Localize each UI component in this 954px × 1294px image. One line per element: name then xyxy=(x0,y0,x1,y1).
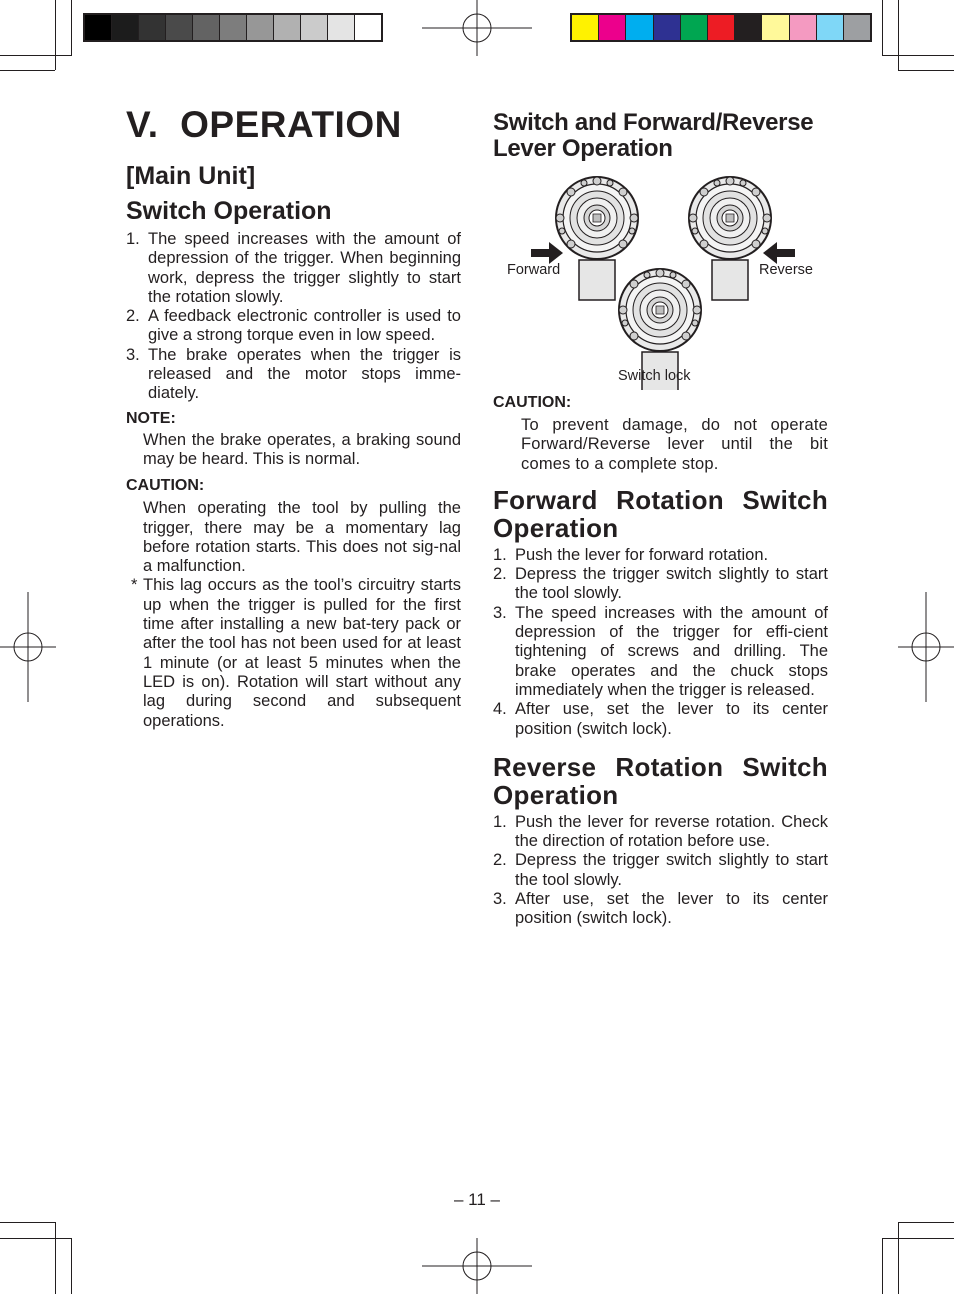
forward-arrow-icon xyxy=(531,242,563,264)
heading-line: Forward Rotation Switch xyxy=(493,484,828,515)
color-swatch xyxy=(599,15,626,40)
list-text: The speed increases with the amount of depression of the trigger for effi-cient tightening of screws and drilling. The brake operates and the chuck stops immediately when the trigger is released. xyxy=(515,603,828,699)
color-swatch xyxy=(355,15,381,40)
heading-line: Operation xyxy=(493,779,619,810)
crop-mark xyxy=(0,70,55,71)
lever-operation-heading xyxy=(493,110,828,162)
list-number: 1. xyxy=(493,545,507,564)
lever-figure xyxy=(493,170,828,390)
main-unit-subtitle: [Main Unit] xyxy=(126,162,256,190)
list-item xyxy=(493,813,828,852)
caution-label: CAUTION: xyxy=(126,477,205,495)
crop-mark xyxy=(0,1238,72,1239)
crop-mark xyxy=(898,0,899,70)
color-swatch xyxy=(762,15,789,40)
left-column xyxy=(126,104,461,731)
registration-target-left xyxy=(0,592,56,702)
list-text: Depress the trigger switch slightly to start the tool slowly. xyxy=(515,851,828,889)
switch-lock-label: Switch lock xyxy=(618,368,691,384)
list-number: 2. xyxy=(493,565,507,584)
list-text: Push the lever for reverse rotation. Check the direction of rotation before use. xyxy=(515,812,828,851)
gray-swatch-bar xyxy=(83,13,383,42)
crop-mark xyxy=(882,0,883,55)
heading-line: Operation xyxy=(493,512,619,543)
color-swatch xyxy=(328,15,355,40)
caution-text: When operating the tool by pulling the trigger, there may be a momentary lag before rotation starts. This does not sig-nal a malfunction. xyxy=(143,499,461,576)
list-text: A feedback electronic controller is used to give a strong torque even in low speed. xyxy=(148,307,461,345)
list-text: The speed increases with the amount of depression of the trigger. When beginning work, depress the trigger slightly to start the rotation slowly. xyxy=(148,230,461,306)
list-text: Push the lever for forward rotation. xyxy=(515,545,769,564)
list-text: After use, set the lever to its center position (switch lock). xyxy=(515,700,828,738)
color-swatch xyxy=(220,15,247,40)
crop-mark xyxy=(55,0,56,70)
caution-note-text: This lag occurs as the tool’s circuitry starts up when the trigger is pulled for the first time after installing a new bat-tery pack or after the tool has not been used for at least 1 minute (or at least 5 minutes when the LED is on). Rotation will start without any lag during second and subsequent operations. xyxy=(143,576,461,730)
list-number: 3. xyxy=(493,603,507,622)
tool-diagram xyxy=(493,170,828,390)
color-swatch xyxy=(654,15,681,40)
list-item xyxy=(493,700,828,739)
color-swatch xyxy=(844,15,870,40)
forward-label: Forward xyxy=(507,262,561,278)
color-swatch xyxy=(681,15,708,40)
crop-mark xyxy=(898,1222,954,1223)
switch-operation-list xyxy=(126,230,461,404)
note-text: When the brake operates, a braking sound may be heard. This is normal. xyxy=(143,430,461,468)
color-swatch xyxy=(735,15,762,40)
crop-mark xyxy=(71,1238,72,1294)
color-swatch xyxy=(626,15,653,40)
asterisk: * xyxy=(131,576,138,595)
right-column xyxy=(493,110,828,162)
color-swatch xyxy=(274,15,301,40)
list-item xyxy=(493,851,828,890)
list-number: 1. xyxy=(493,812,507,831)
color-swatch xyxy=(817,15,844,40)
registration-target-right xyxy=(898,592,954,702)
list-number: 2. xyxy=(493,851,507,870)
list-item xyxy=(493,546,828,565)
list-item xyxy=(126,307,461,346)
list-item xyxy=(126,230,461,307)
crop-mark xyxy=(0,55,72,56)
caution-text: To prevent damage, do not operate Forward/Reverse lever until the bit comes to a complete stop. xyxy=(521,416,828,473)
crop-mark xyxy=(55,1222,56,1294)
crop-mark xyxy=(898,1222,899,1294)
reverse-rotation-heading xyxy=(493,753,828,809)
list-number: 1. xyxy=(126,230,140,248)
list-text: The brake operates when the trigger is released and the motor stops imme-diately. xyxy=(148,345,461,403)
reverse-arrow-icon xyxy=(763,242,795,264)
list-number: 4. xyxy=(493,700,507,719)
crop-mark xyxy=(882,55,954,56)
color-swatch xyxy=(572,15,599,40)
page-number: – 11 – xyxy=(453,1190,500,1209)
color-swatch xyxy=(708,15,735,40)
registration-target-bottom xyxy=(422,1238,532,1294)
crop-mark xyxy=(882,1238,954,1239)
crop-mark xyxy=(71,0,72,55)
list-item xyxy=(493,890,828,929)
list-text: After use, set the lever to its center position (switch lock). xyxy=(515,890,828,928)
list-number: 3. xyxy=(493,890,507,909)
color-swatch-bar xyxy=(570,13,872,42)
heading-line: Switch and Forward/Reverse xyxy=(493,109,814,136)
list-item xyxy=(493,604,828,700)
crop-mark xyxy=(882,1238,883,1294)
right-column-lower xyxy=(493,394,828,929)
color-swatch xyxy=(139,15,166,40)
reverse-rotation-list xyxy=(493,813,828,929)
switch-operation-heading: Switch Operation xyxy=(126,197,332,225)
heading-line: Reverse Rotation Switch xyxy=(493,751,828,782)
crop-mark xyxy=(0,1222,55,1223)
list-number: 3. xyxy=(126,345,140,364)
list-item xyxy=(126,346,461,404)
color-swatch xyxy=(790,15,817,40)
page-title: V. OPERATION xyxy=(126,104,402,145)
registration-target-top xyxy=(422,0,532,60)
forward-rotation-heading xyxy=(493,486,828,542)
color-swatch xyxy=(193,15,220,40)
color-swatch xyxy=(301,15,328,40)
caution-note xyxy=(131,576,461,730)
list-text: Depress the trigger switch slightly to start the tool slowly. xyxy=(515,565,828,603)
heading-line: Lever Operation xyxy=(493,135,673,162)
caution-label: CAUTION: xyxy=(493,394,572,411)
crop-mark xyxy=(898,70,954,71)
reverse-label: Reverse xyxy=(759,262,813,278)
list-number: 2. xyxy=(126,307,140,326)
color-swatch xyxy=(247,15,274,40)
list-item xyxy=(493,565,828,604)
reverse-view xyxy=(689,177,771,300)
color-swatch xyxy=(112,15,139,40)
color-swatch xyxy=(166,15,193,40)
note-label: NOTE: xyxy=(126,409,176,427)
color-swatch xyxy=(85,15,112,40)
forward-rotation-list xyxy=(493,546,828,739)
